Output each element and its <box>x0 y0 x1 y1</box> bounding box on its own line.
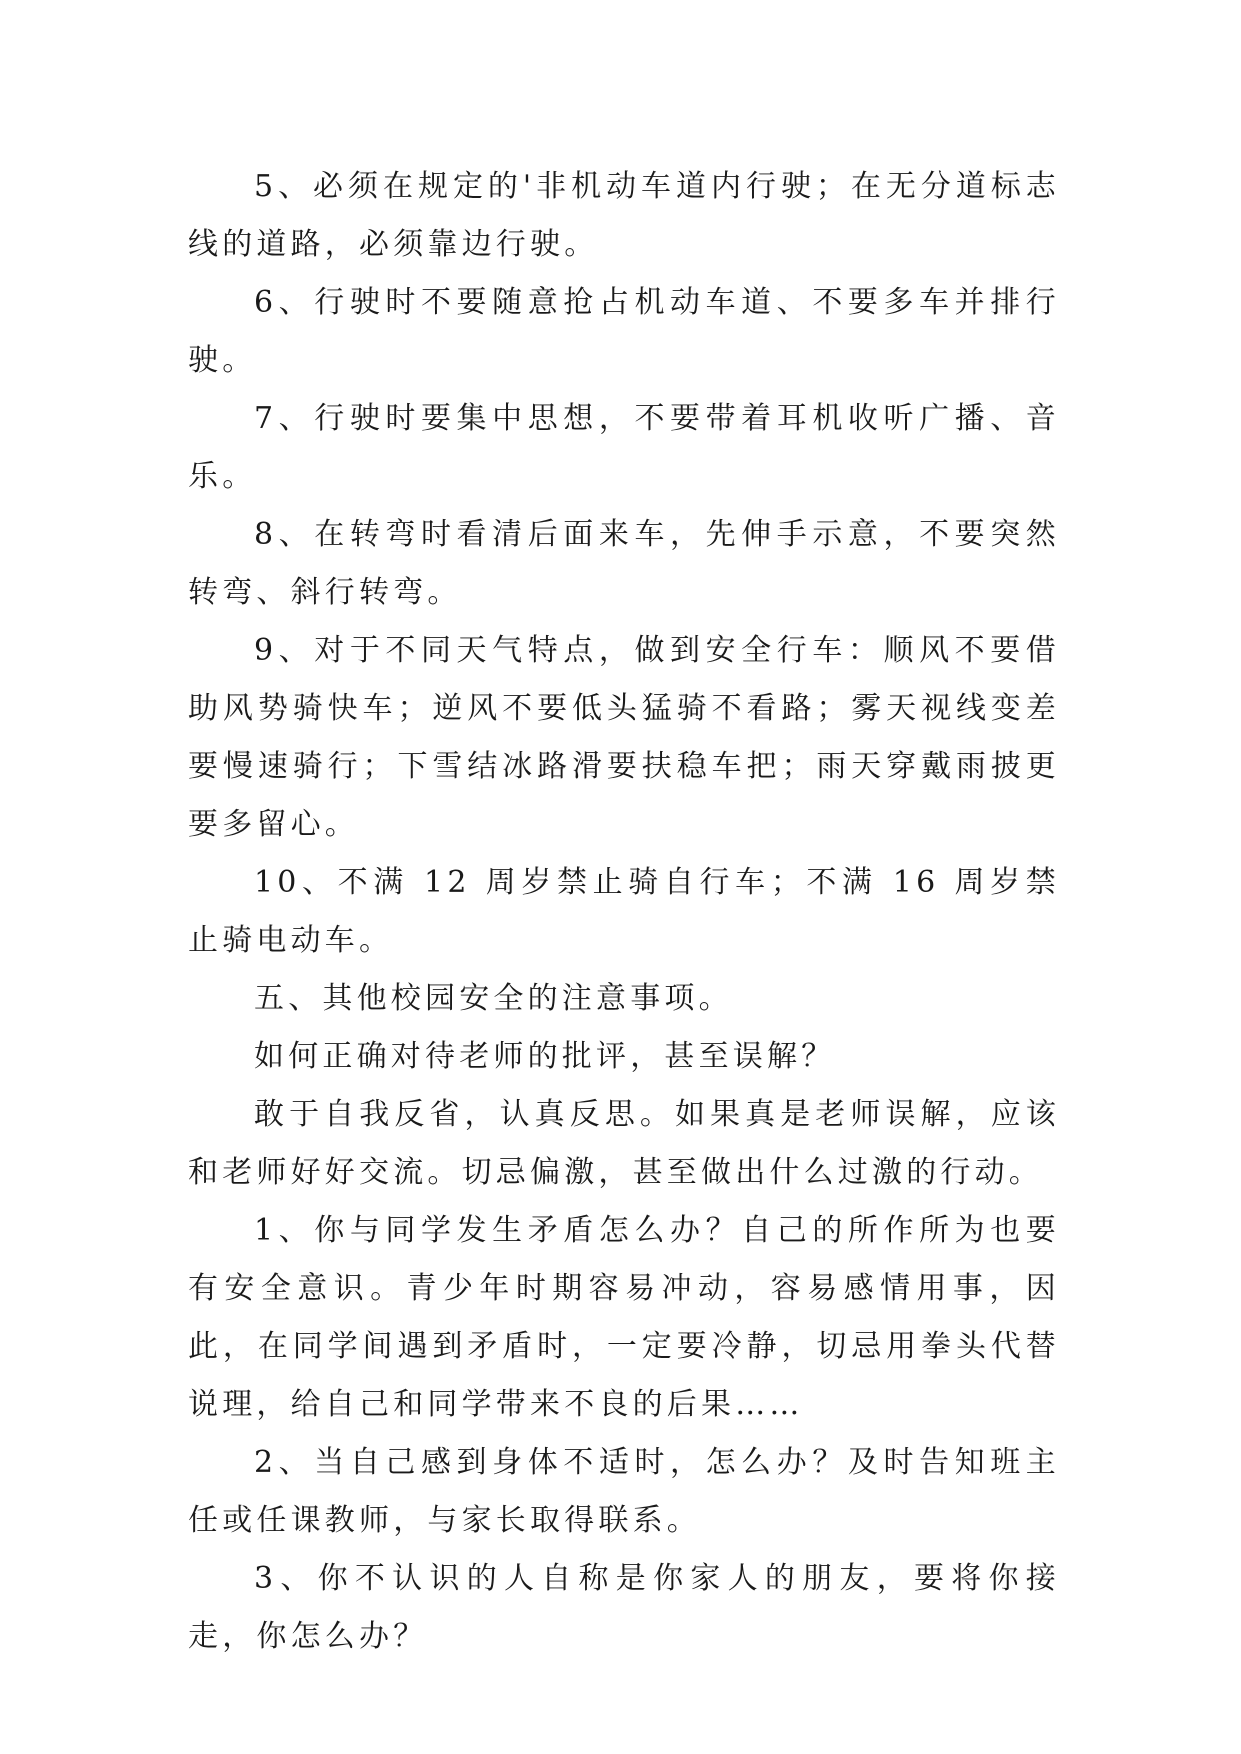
paragraph-item-9-weather: 9、对于不同天气特点，做到安全行车：顺风不要借助风势骑快车；逆风不要低头猛骑不看路；雾天视线变差要慢速骑行；下雪结冰路滑要扶稳车把；雨天穿戴雨披更要多留心。 <box>188 633 1060 842</box>
answer-teacher-criticism: 敢于自我反省，认真反思。如果真是老师误解，应该和老师好好交流。切忌偏激，甚至做出什么过激的行动。 <box>188 1097 1060 1190</box>
paragraph-item-7-no-earphones: 7、行驶时要集中思想，不要带着耳机收听广播、音乐。 <box>188 401 1060 494</box>
paragraph-item-3-stranger-pickup: 3、你不认识的人自称是你家人的朋友，要将你接走，你怎么办？ <box>188 1561 1060 1654</box>
section-heading-other-safety: 五、其他校园安全的注意事项。 <box>254 981 733 1016</box>
paragraph-item-5-bike-lane: 5、必须在规定的'非机动车道内行驶；在无分道标志线的道路，必须靠边行驶。 <box>188 169 1060 262</box>
document-body <box>188 158 1060 1666</box>
paragraph-item-2-feeling-unwell: 2、当自己感到身体不适时，怎么办？及时告知班主任或任课教师，与家长取得联系。 <box>188 1445 1060 1538</box>
paragraph-item-6-no-lane-grabbing: 6、行驶时不要随意抢占机动车道、不要多车并排行驶。 <box>188 285 1060 378</box>
paragraph-item-10-age-limit: 10、不满 12 周岁禁止骑自行车；不满 16 周岁禁止骑电动车。 <box>188 865 1060 958</box>
paragraph-item-8-turning: 8、在转弯时看清后面来车，先伸手示意，不要突然转弯、斜行转弯。 <box>188 517 1060 610</box>
paragraph-item-1-classmate-conflict: 1、你与同学发生矛盾怎么办？自己的所作所为也要有安全意识。青少年时期容易冲动，容易感情用事，因此，在同学间遇到矛盾时，一定要冷静，切忌用拳头代替说理，给自己和同学带来不良的后果…… <box>188 1213 1060 1422</box>
question-teacher-criticism: 如何正确对待老师的批评，甚至误解？ <box>254 1039 836 1074</box>
